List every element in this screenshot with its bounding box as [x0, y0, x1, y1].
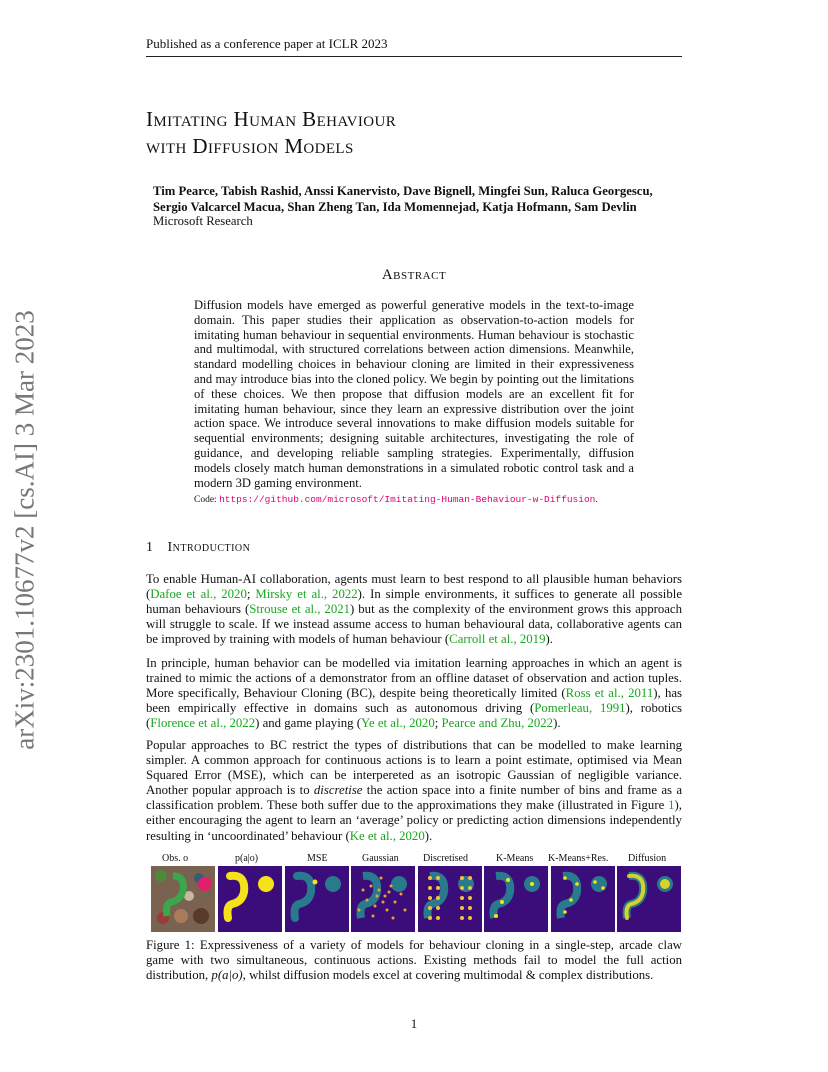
code-link[interactable]: https://github.com/microsoft/Imitating-Human-Behaviour-w-Diffusion [219, 494, 596, 505]
running-header: Published as a conference paper at ICLR 2023 [146, 36, 682, 57]
abstract-text: Diffusion models have emerged as powerful generative models in the text-to-image domain. This paper studies their application as observation-to-action models for imitating human behaviour in sequential environments. Human behaviour is stochastic and multimodal, with structured correlations between action dimensions. Meanwhile, standard modelling choices in behaviour cloning are limited in their expressiveness and may introduce bias into the cloned policy. We begin by pointing out the limitations of these choices. We then propose that diffusion models are an excellent fit for imitating human behaviour, since they learn an expressive distribution over the joint action space. We introduce several innovations to make diffusion models suitable for sequential environments; designing suitable architectures, investigating the role of guidance, and developing reliable sampling strategies. Experimentally, diffusion models closely match human demonstrations in a simulated robotic control task and a modern 3D gaming environment. [194, 298, 634, 490]
page-number: 1 [410, 1016, 418, 1031]
panel-kmeans-res [551, 866, 615, 932]
title-line-2: with Diffusion Models [146, 134, 354, 158]
panel-label-kmeans: K-Means [496, 853, 534, 864]
panel-discretised [418, 866, 482, 932]
citation-link[interactable]: Ke et al., 2020 [349, 828, 425, 843]
panel-label-gaussian: Gaussian [362, 853, 399, 864]
section-heading [146, 540, 250, 556]
panel-diffusion [617, 866, 681, 932]
citation-link[interactable]: Pearce and Zhu, 2022 [441, 716, 554, 731]
section-title: Introduction [167, 540, 251, 555]
citation-link[interactable]: Ye et al., 2020 [361, 716, 435, 731]
intro-paragraph-3: Popular approaches to BC restrict the types of distributions that can be modelled to make learning simpler. A common approach for continuous actions is to learn a point estimate, optimised via Mean Squared Error (MSE), which can be interpereted as an isotropic Gaussian of negligible variance. Another popular approach is to discretise the action space into a finite number of bins and frame as a classification problem. These both suffer due to the approximations they make (illustrated in Figure 1), either encouraging the agent to learn an ‘average’ policy or predicting action dimensions independently resulting in ‘uncoordinated’ behaviour (Ke et al., 2020). [146, 738, 682, 843]
citation-link[interactable]: Strouse et al., 2021 [249, 602, 351, 617]
citation-link[interactable]: Florence et al., 2022 [150, 716, 256, 731]
paper-title [146, 106, 706, 160]
observation-image [151, 866, 215, 932]
math-p-a-given-o: p(a|o) [211, 968, 243, 983]
panel-label-kmeans-res: K-Means+Res. [548, 853, 609, 864]
panel-mse [285, 866, 349, 932]
authors-line-2: Sergio Valcarcel Macua, Shan Zheng Tan, Ida Momennejad, Katja Hofmann, Sam Devlin [153, 200, 637, 214]
panel-kmeans [484, 866, 548, 932]
panel-label-mse: MSE [307, 853, 328, 864]
intro-paragraph-1: To enable Human-AI collaboration, agents must learn to best respond to all plausible human behaviors (Dafoe et al., 2020; Mirsky et al., 2022). In simple environments, it suffices to generate all possible human behaviours (Strouse et al., 2021) but as the complexity of the environment grows this approach will struggle to scale. If we instead assume access to human behavioural data, collaborative agents can be improved by training with models of human behaviour (Carroll et al., 2019). [146, 572, 683, 647]
author-list [153, 183, 693, 215]
authors-line-1: Tim Pearce, Tabish Rashid, Anssi Kanervisto, Dave Bignell, Mingfei Sun, Raluca Georgescu, [153, 184, 653, 198]
citation-link[interactable]: Carroll et al., 2019 [449, 632, 546, 647]
panel-gaussian [351, 866, 415, 932]
panel-label-discretised: Discretised [423, 853, 468, 864]
figure-caption: Figure 1: Expressiveness of a variety of models for behaviour cloning in a single-step, arcade claw game with two simultaneous, continuous actions. Existing methods fail to model the full action distribution, p(a|o), whilst diffusion models excel at covering multimodal & complex distributions. [146, 938, 682, 983]
section-number: 1 [146, 540, 154, 555]
code-line: Code: https://github.com/microsoft/Imitating-Human-Behaviour-w-Diffusion. [194, 494, 598, 505]
abstract-heading: Abstract [381, 267, 447, 283]
panel-label-obs: Obs. o [162, 853, 189, 864]
citation-link[interactable]: Pomerleau, 1991 [534, 701, 626, 716]
arxiv-stamp: arXiv:2301.10677v2 [cs.AI] 3 Mar 2023 [9, 310, 40, 750]
panel-ground-truth [218, 866, 282, 932]
citation-link[interactable]: Ross et al., 2011 [565, 686, 654, 701]
panel-label-pao: p(a|o) [235, 853, 259, 864]
title-line-1: Imitating Human Behaviour [146, 107, 397, 131]
panel-label-diffusion: Diffusion [628, 853, 667, 864]
citation-link[interactable]: Mirsky et al., 2022 [255, 587, 358, 602]
code-label: Code: [194, 495, 217, 505]
citation-link[interactable]: Dafoe et al., 2020 [150, 587, 247, 602]
figure-panels [151, 866, 681, 932]
intro-paragraph-2: In principle, human behavior can be modelled via imitation learning approaches in which an agent is trained to mimic the actions of a demonstrator from an offline dataset of observation and action tuples. More specifically, Behaviour Cloning (BC), despite being theoretically limited (Ross et al., 2011), has been empirically effective in domains such as autonomous driving (Pomerleau, 1991), robotics (Florence et al., 2022) and game playing (Ye et al., 2020; Pearce and Zhu, 2022). [146, 656, 683, 731]
figure-panel-labels [146, 853, 682, 867]
affiliation: Microsoft Research [153, 214, 253, 228]
figure-ref-link[interactable]: 1 [668, 798, 675, 813]
